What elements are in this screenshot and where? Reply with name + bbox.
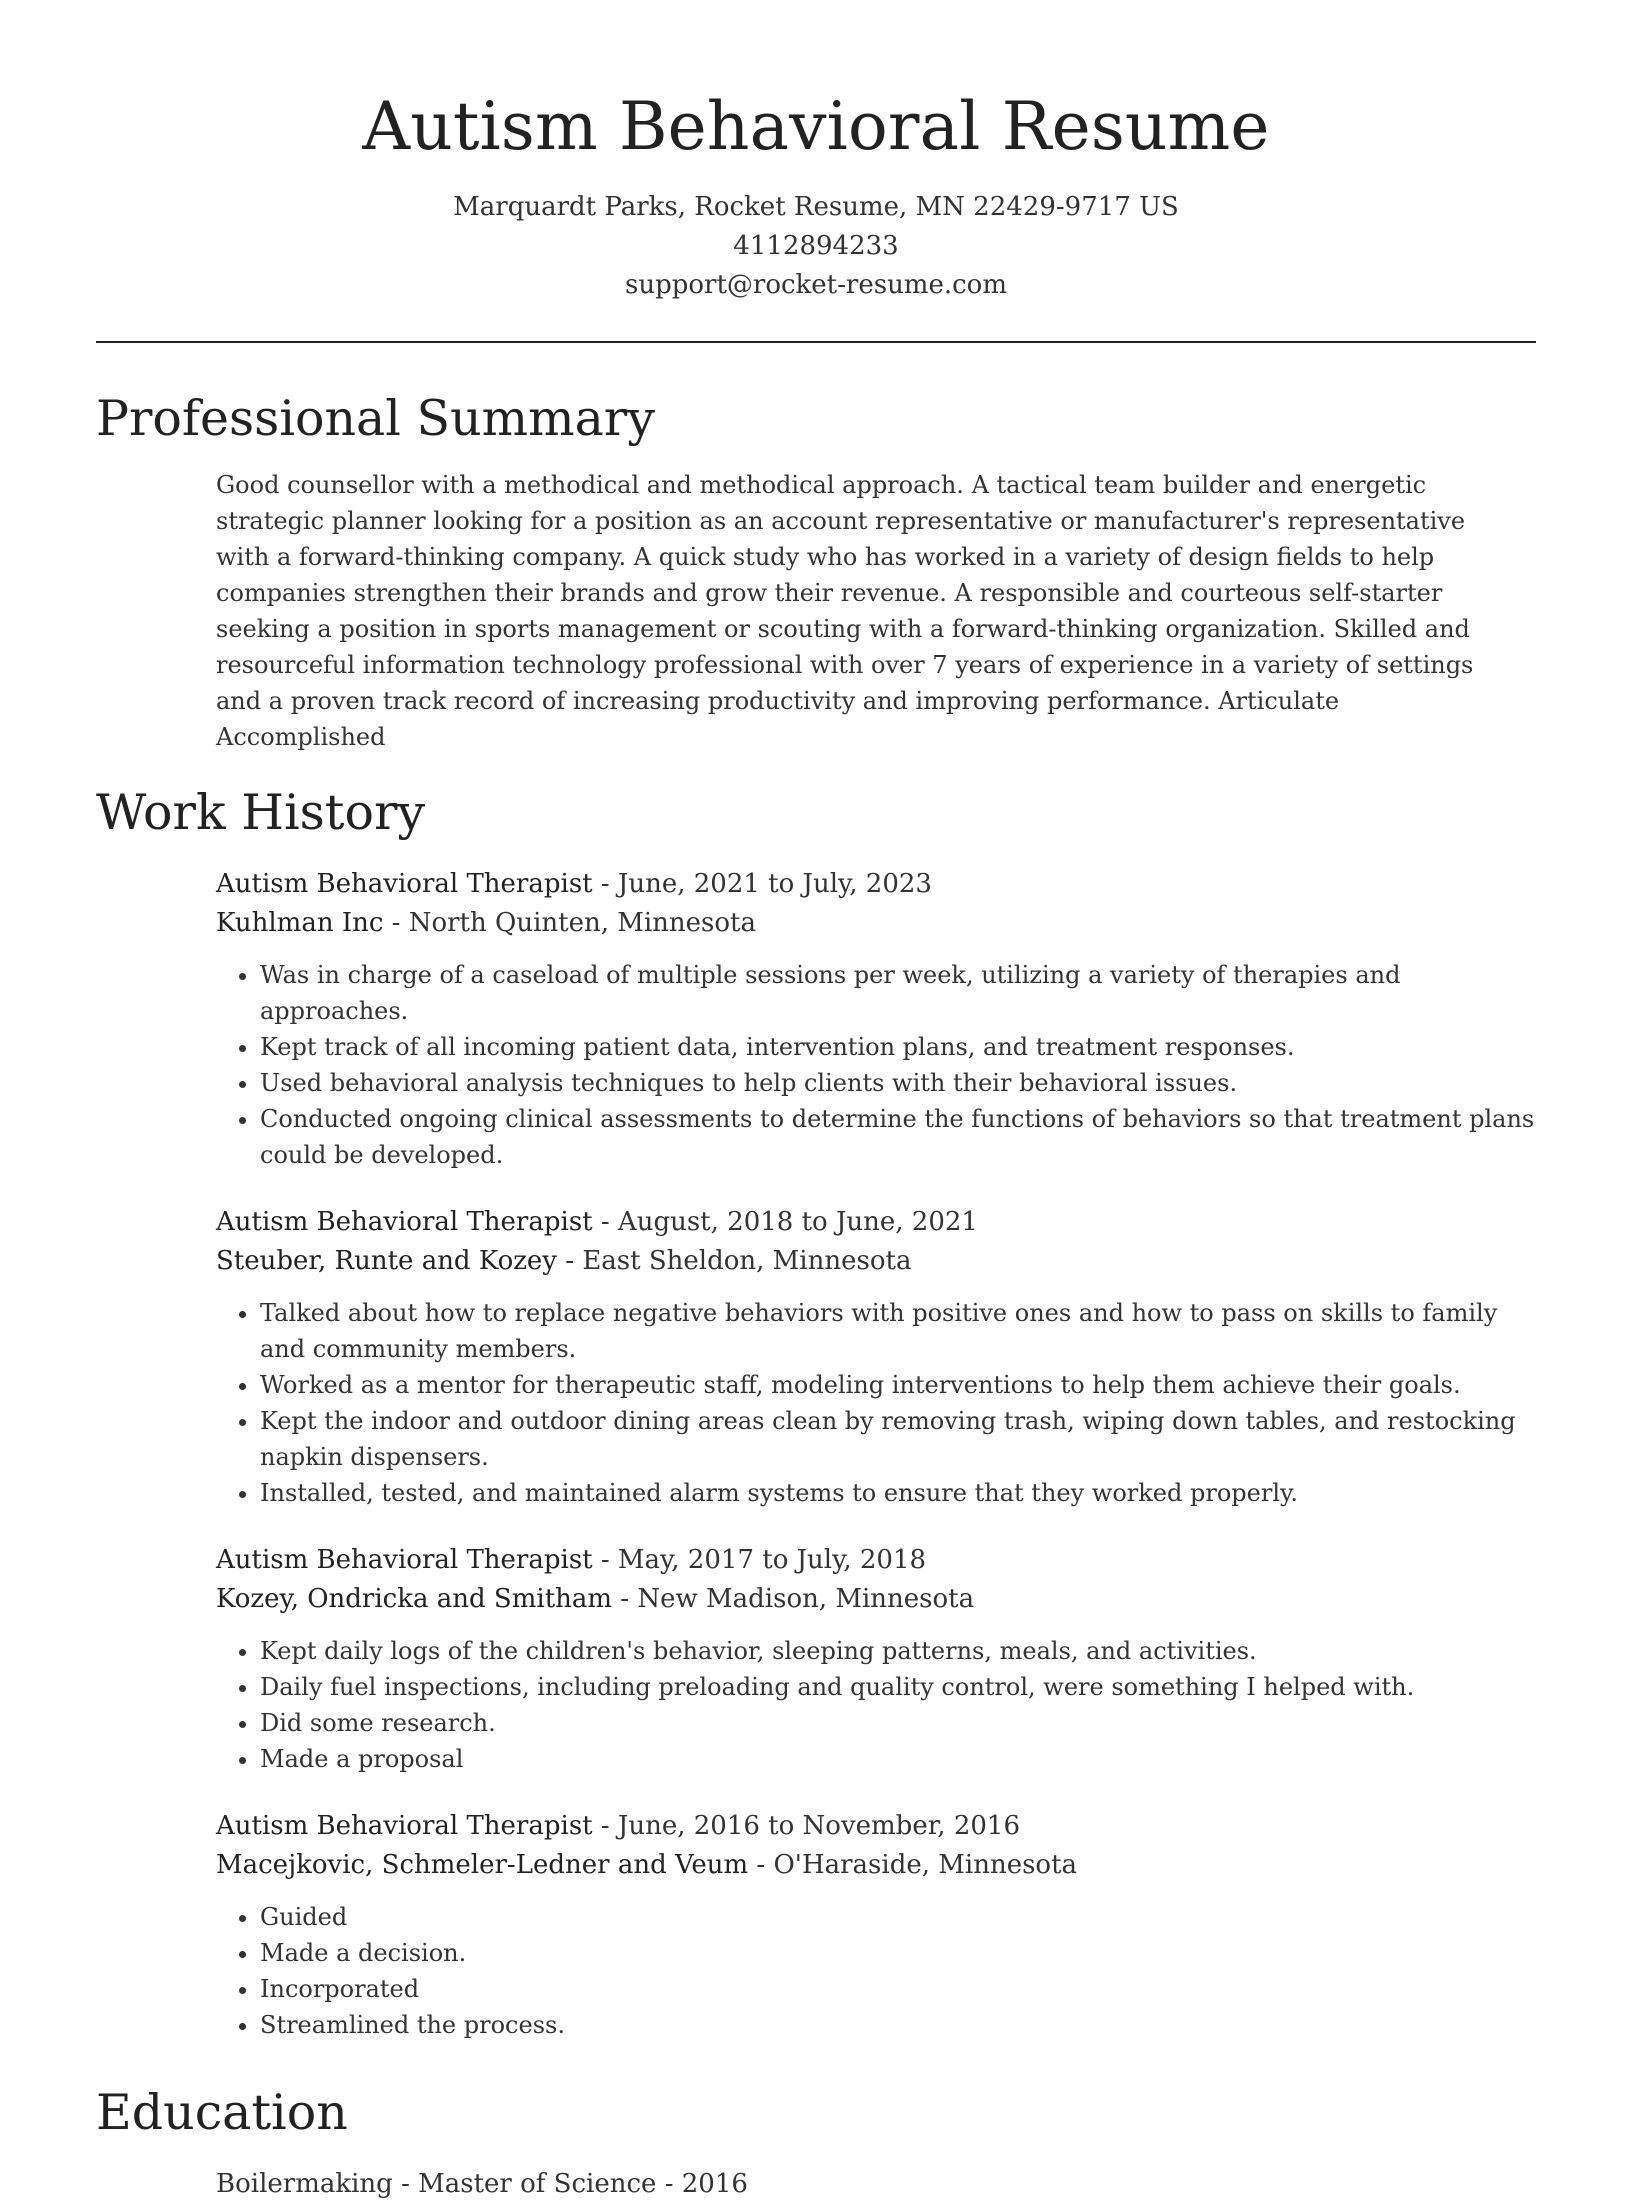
job-dates: - August, 2018 to June, 2021 xyxy=(592,1207,978,1237)
work-history-heading: Work History xyxy=(96,784,426,841)
job-title-line xyxy=(216,1541,1536,1580)
job-duty-item: • Kept track of all incoming patient data, intervention plans, and treatment responses. xyxy=(260,1029,1536,1065)
job-company: Macejkovic, Schmeler-Ledner and Veum xyxy=(216,1850,749,1880)
job-duty-item: • Conducted ongoing clinical assessments to determine the functions of behaviors so that treatment plans could be developed. xyxy=(260,1101,1536,1173)
job-company: Kuhlman Inc xyxy=(216,908,384,938)
job-duty-item: • Guided xyxy=(260,1899,1536,1935)
job-company-line xyxy=(216,1242,1536,1281)
job-entry xyxy=(216,865,1536,1173)
job-duty-item: • Used behavioral analysis techniques to help clients with their behavioral issues. xyxy=(260,1065,1536,1101)
job-duty-item: • Incorporated xyxy=(260,1971,1536,2007)
job-duty-item: • Kept daily logs of the children's behavior, sleeping patterns, meals, and activities. xyxy=(260,1633,1536,1669)
resume-title: Autism Behavioral Resume xyxy=(362,88,1270,165)
resume-page xyxy=(96,0,1536,2204)
job-dates: - June, 2016 to November, 2016 xyxy=(592,1811,1020,1841)
job-duties-list xyxy=(216,1633,1536,1777)
job-company-line xyxy=(216,904,1536,943)
phone-text: 4112894233 xyxy=(733,231,899,261)
job-company-line xyxy=(216,1580,1536,1619)
job-dates: - May, 2017 to July, 2018 xyxy=(592,1545,927,1575)
job-duty-item: • Talked about how to replace negative behaviors with positive ones and how to pass on skills to family and community members. xyxy=(260,1295,1536,1367)
header-divider xyxy=(96,341,1536,343)
job-duties-list xyxy=(216,1295,1536,1511)
job-duty-item: • Kept the indoor and outdoor dining areas clean by removing trash, wiping down tables, and restocking napkin dispensers. xyxy=(260,1403,1536,1475)
job-entry xyxy=(216,1807,1536,2043)
job-title-line xyxy=(216,865,1536,904)
contact-block xyxy=(96,188,1536,305)
job-company: Kozey, Ondricka and Smitham xyxy=(216,1584,613,1614)
job-role: Autism Behavioral Therapist xyxy=(216,1545,593,1575)
job-duty-item: • Made a proposal xyxy=(260,1741,1536,1777)
job-duties-list xyxy=(216,1899,1536,2043)
job-role: Autism Behavioral Therapist xyxy=(216,1207,593,1237)
job-dates: - June, 2021 to July, 2023 xyxy=(592,869,932,899)
job-location: - New Madison, Minnesota xyxy=(612,1584,975,1614)
job-duty-item: • Was in charge of a caseload of multiple sessions per week, utilizing a variety of therapies and approaches. xyxy=(260,957,1536,1029)
summary-section xyxy=(216,467,1536,755)
education-heading: Education xyxy=(96,2084,348,2141)
job-duty-item: • Made a decision. xyxy=(260,1935,1536,1971)
job-duty-item: • Installed, tested, and maintained alarm systems to ensure that they worked properly. xyxy=(260,1475,1536,1511)
job-entry xyxy=(216,1541,1536,1777)
job-location: - North Quinten, Minnesota xyxy=(383,908,757,938)
job-title-line xyxy=(216,1203,1536,1242)
job-location: - East Sheldon, Minnesota xyxy=(557,1246,912,1276)
job-role: Autism Behavioral Therapist xyxy=(216,1811,593,1841)
address-text: Marquardt Parks, Rocket Resume, MN 22429-9717 US xyxy=(453,192,1179,222)
summary-text: Good counsellor with a methodical and methodical approach. A tactical team builder and energetic strategic planner looking for a position as an account representative or manufacturer's representative with a forward-thinking company. A quick study who has worked in a variety of design fields to help companies strengthen their brands and grow their revenue. A responsible and courteous self-starter seeking a position in sports management or scouting with a forward-thinking organization. Skilled and resourceful information technology professional with over 7 years of experience in a variety of settings and a proven track record of increasing productivity and improving performance. Articulate Accomplished xyxy=(216,471,1474,751)
work-history-section xyxy=(216,865,1536,2043)
job-company-line xyxy=(216,1846,1536,1885)
education-section xyxy=(216,2165,1536,2204)
job-entry xyxy=(216,1203,1536,1511)
email-text: support@rocket-resume.com xyxy=(624,270,1007,300)
job-company: Steuber, Runte and Kozey xyxy=(216,1246,557,1276)
job-title-line xyxy=(216,1807,1536,1846)
job-duty-item: • Did some research. xyxy=(260,1705,1536,1741)
job-role: Autism Behavioral Therapist xyxy=(216,869,593,899)
summary-heading: Professional Summary xyxy=(96,390,655,447)
job-location: - O'Haraside, Minnesota xyxy=(748,1850,1078,1880)
job-duty-item: • Daily fuel inspections, including preloading and quality control, were something I helped with. xyxy=(260,1669,1536,1705)
job-duties-list xyxy=(216,957,1536,1173)
job-duty-item: • Streamlined the process. xyxy=(260,2007,1536,2043)
education-entry: Boilermaking - Master of Science - 2016 xyxy=(216,2169,748,2199)
resume-header xyxy=(96,0,1536,305)
job-duty-item: • Worked as a mentor for therapeutic staff, modeling interventions to help them achieve their goals. xyxy=(260,1367,1536,1403)
